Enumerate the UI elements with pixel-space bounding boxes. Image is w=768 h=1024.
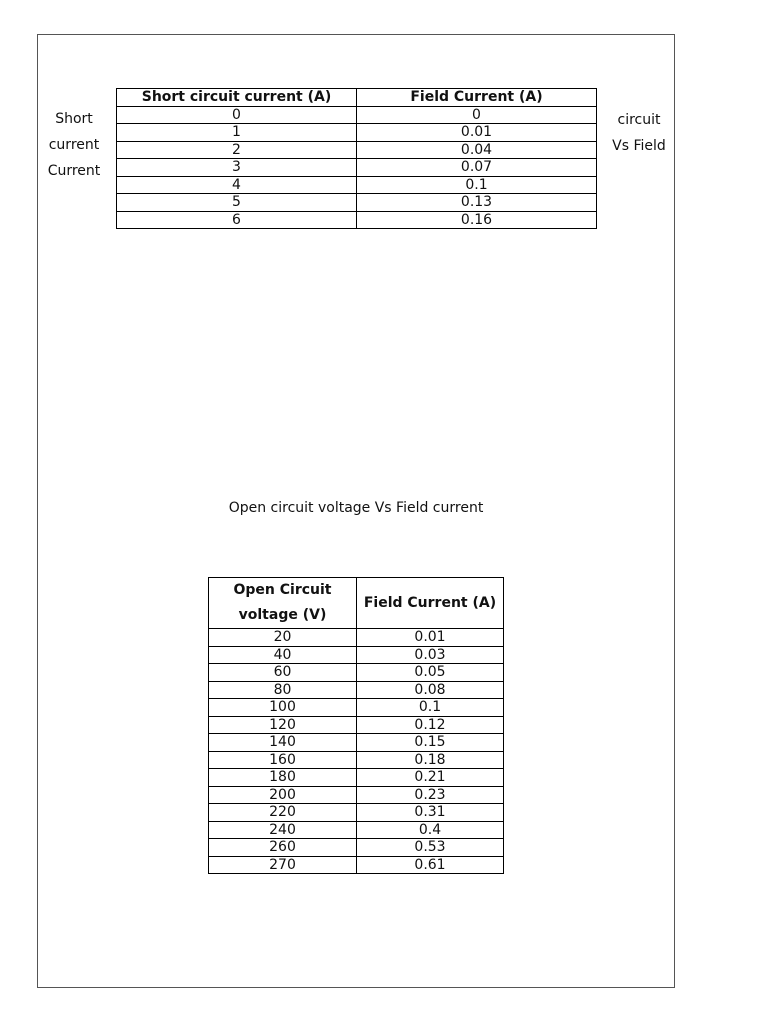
table-cell: 270 bbox=[209, 856, 357, 874]
table-row bbox=[117, 176, 597, 194]
table-cell: 80 bbox=[209, 681, 357, 699]
table-cell: 0.13 bbox=[357, 194, 597, 212]
table-row bbox=[209, 786, 504, 804]
table-cell: 120 bbox=[209, 716, 357, 734]
right-label-line: circuit bbox=[617, 112, 661, 128]
column-header: Field Current (A) bbox=[357, 89, 597, 107]
table-cell: 0.15 bbox=[357, 734, 504, 752]
table-row bbox=[117, 211, 597, 229]
table-header-row bbox=[209, 578, 504, 629]
table-cell: 4 bbox=[117, 176, 357, 194]
table-cell: 0.01 bbox=[357, 124, 597, 142]
table-row bbox=[209, 751, 504, 769]
table-row bbox=[209, 629, 504, 647]
left-label-line: Current bbox=[47, 163, 101, 179]
table-cell: 240 bbox=[209, 821, 357, 839]
table-cell: 0.01 bbox=[357, 629, 504, 647]
table-row bbox=[117, 106, 597, 124]
table-row bbox=[209, 734, 504, 752]
table-cell: 0.07 bbox=[357, 159, 597, 177]
table-row bbox=[209, 664, 504, 682]
short-circuit-table bbox=[116, 88, 597, 229]
table-cell: 1 bbox=[117, 124, 357, 142]
table-cell: 0.21 bbox=[357, 769, 504, 787]
table-row bbox=[209, 716, 504, 734]
open-circuit-caption: Open circuit voltage Vs Field current bbox=[228, 500, 484, 516]
table-body bbox=[209, 629, 504, 874]
right-side-label bbox=[604, 107, 674, 159]
table-cell: 40 bbox=[209, 646, 357, 664]
table-cell: 0.4 bbox=[357, 821, 504, 839]
table-row bbox=[209, 821, 504, 839]
open-circuit-table bbox=[208, 577, 504, 874]
table-cell: 0.08 bbox=[357, 681, 504, 699]
table-row bbox=[117, 194, 597, 212]
table-row bbox=[117, 159, 597, 177]
table-cell: 2 bbox=[117, 141, 357, 159]
table-cell: 200 bbox=[209, 786, 357, 804]
table-row bbox=[209, 856, 504, 874]
table-cell: 0.53 bbox=[357, 839, 504, 857]
table-row bbox=[209, 681, 504, 699]
table-cell: 0.18 bbox=[357, 751, 504, 769]
table-cell: 140 bbox=[209, 734, 357, 752]
column-header: Short circuit current (A) bbox=[117, 89, 357, 107]
table-row bbox=[209, 839, 504, 857]
table-cell: 0 bbox=[117, 106, 357, 124]
table-header-row bbox=[117, 89, 597, 107]
table-cell: 0.05 bbox=[357, 664, 504, 682]
left-label-line: current bbox=[48, 137, 100, 153]
table-cell: 0.1 bbox=[357, 699, 504, 717]
table-cell: 180 bbox=[209, 769, 357, 787]
table-cell: 100 bbox=[209, 699, 357, 717]
column-header: Open Circuit voltage (V) bbox=[209, 578, 357, 629]
table-cell: 6 bbox=[117, 211, 357, 229]
table-cell: 0.31 bbox=[357, 804, 504, 822]
table-cell: 160 bbox=[209, 751, 357, 769]
table-cell: 20 bbox=[209, 629, 357, 647]
table-cell: 0.03 bbox=[357, 646, 504, 664]
left-side-label bbox=[40, 106, 108, 184]
table-row bbox=[209, 804, 504, 822]
table-cell: 3 bbox=[117, 159, 357, 177]
table-row bbox=[117, 124, 597, 142]
table-cell: 0.1 bbox=[357, 176, 597, 194]
table-row bbox=[117, 141, 597, 159]
table-row bbox=[209, 769, 504, 787]
column-header: Field Current (A) bbox=[357, 578, 504, 629]
table-cell: 260 bbox=[209, 839, 357, 857]
right-label-line: Vs Field bbox=[612, 138, 666, 154]
table-cell: 5 bbox=[117, 194, 357, 212]
table-cell: 220 bbox=[209, 804, 357, 822]
table-body bbox=[117, 106, 597, 229]
table-row bbox=[209, 646, 504, 664]
table-cell: 0 bbox=[357, 106, 597, 124]
table-cell: 60 bbox=[209, 664, 357, 682]
table-row bbox=[209, 699, 504, 717]
table-cell: 0.04 bbox=[357, 141, 597, 159]
table-cell: 0.16 bbox=[357, 211, 597, 229]
left-label-line: Short bbox=[55, 111, 93, 127]
table-cell: 0.61 bbox=[357, 856, 504, 874]
table-cell: 0.23 bbox=[357, 786, 504, 804]
table-cell: 0.12 bbox=[357, 716, 504, 734]
